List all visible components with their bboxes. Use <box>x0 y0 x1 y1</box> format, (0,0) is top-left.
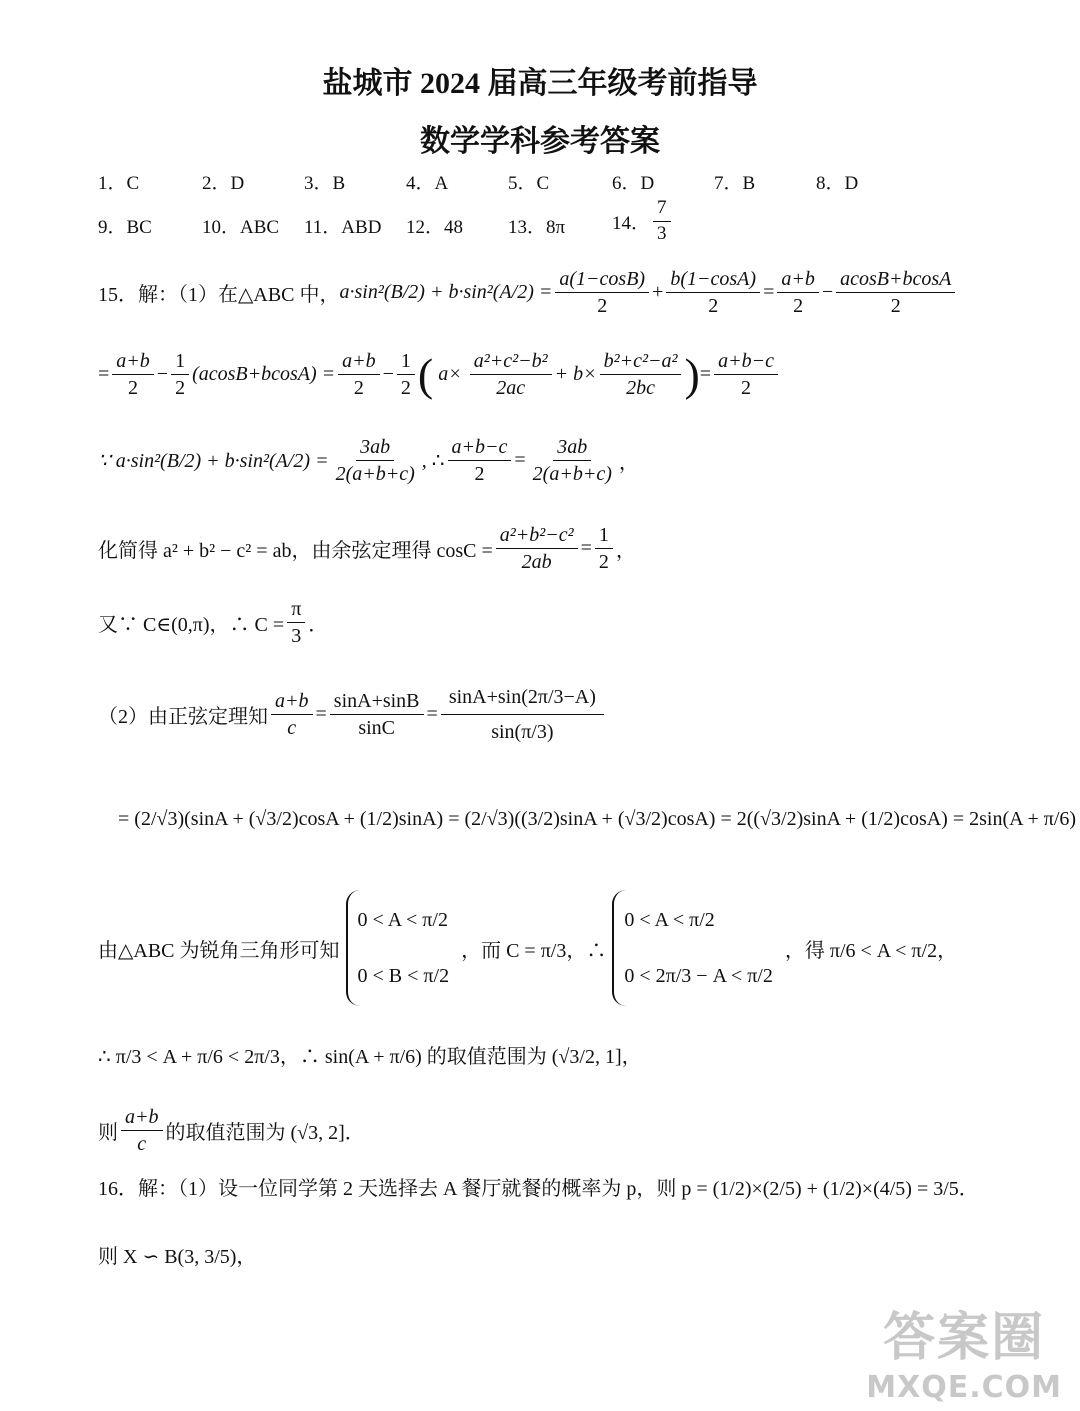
q15-p2-c: $\frac{\sin A+\sin(2\pi/3-A)}{\sin(\pi/3)}$ <box>441 680 604 749</box>
q15-p2-b: $\frac{\sin A+\sin B}{\sin C}$ <box>330 690 424 739</box>
q15-l2-f2: $\frac{a+b}{2}$ <box>338 350 380 399</box>
q15-p4-mid: ，而 C = π/3，∴ <box>461 939 607 962</box>
answer-1: 1．C <box>98 173 140 194</box>
q15-l3-pre: ∵ a·sin²(B/2) + b·sin²(A/2) = <box>98 450 329 472</box>
q15-l3-h: $\frac{3ab}{2(a+b+c)}$ <box>532 436 612 485</box>
q15-intro: 15．解：（1）在△ABC 中， <box>98 284 340 306</box>
q16-l1: 16．解：（1）设一位同学第 2 天选择去 A 餐厅就餐的概率为 p，则 p = (1/2)×(2/5) + (1/2)×(4/5) = 3/5． <box>98 1178 979 1200</box>
q15-l2-cos2: $\frac{\text{b²+c²−a²}}{2bc}$ <box>600 350 682 399</box>
answer-14 <box>612 198 674 245</box>
answer-13: 13．8π <box>508 217 566 238</box>
q15-f3: $\frac{a+b}{2}$ <box>777 268 819 317</box>
answer-3: 3．B <box>304 173 346 194</box>
q15-p5-text: ∴ π/3 < A + π/6 < 2π/3，∴ sin(A + π/6) 的取值范围为 (√3/2, 1]， <box>98 1046 642 1068</box>
q15-l3-f: $\frac{3ab}{2(a+b+c)}$ <box>335 436 415 485</box>
answer-10: 10．ABC <box>202 217 280 238</box>
q15-line-2: = $\frac{a+b}{2}$ − $\frac{1}{2}$ (acosB+bcosA) = $\frac{a+b}{2}$ − $\frac{1}{2}$ ( a× $\frac{\text{a²+c²−b²}}{2ac}$ + b× $\frac{\text{b²+c²−a²}}{2bc}$ ) = $\frac{a+b-c}{2}$ <box>98 350 781 399</box>
q15-l5-f: $\frac{\pi}{3}$ <box>287 598 305 647</box>
q15-p6-post: 的取值范围为 (√3, 2]． <box>165 1122 365 1144</box>
q15-l4-pre: 化简得 a² + b² − c² = ab，由余弦定理得 cosC = <box>98 540 493 562</box>
answer-14-num: 7 <box>653 198 671 222</box>
answer-8: 8．D <box>816 173 859 194</box>
q15-case-1: 0 < A < π/2 <box>357 908 448 931</box>
q15-cases-2 <box>612 890 779 1006</box>
q15-p6-pre: 则 <box>98 1122 118 1144</box>
q15-case-2: 0 < B < π/2 <box>357 964 450 987</box>
q15-line-4: 化简得 a² + b² − c² = ab，由余弦定理得 cosC = $\frac{\text{a²+b²−c²}}{2ab}$ = $\frac{1}{2}$ ， <box>98 524 636 573</box>
q15-p4-end: ，得 π/6 < A < π/2， <box>784 939 958 962</box>
answer-6: 6．D <box>612 173 655 194</box>
answer-9: 9．BC <box>98 217 152 238</box>
q15-l4-r: $\frac{1}{2}$ <box>595 524 613 573</box>
q16-line-1 <box>98 1172 979 1201</box>
q15-case-4: 0 < 2π/3 − A < π/2 <box>624 964 773 987</box>
answer-4: 4．A <box>406 173 449 194</box>
q16-l2: 则 X ∽ B(3, 3/5)， <box>98 1246 257 1268</box>
q15-l4-f: $\frac{\text{a²+b²−c²}}{2ab}$ <box>496 524 578 573</box>
q15-part2-line-4 <box>98 1040 642 1069</box>
q15-case-3: 0 < A < π/2 <box>624 908 715 931</box>
q15-line-3: ∵ a·sin²(B/2) + b·sin²(A/2) = $\frac{3ab}{2(a+b+c)}$ , ∴ $\frac{a+b-c}{2}$ = $\frac{3ab}{2(a+b+c)}$ ， <box>98 436 639 485</box>
answer-5: 5．C <box>508 173 550 194</box>
q15-l1-expr: a·sin²(B/2) + b·sin²(A/2) = <box>339 281 553 303</box>
watermark <box>866 1295 1062 1405</box>
q16-line-2 <box>98 1240 256 1269</box>
q15-p6-f: $\frac{a+b}{c}$ <box>121 1106 163 1155</box>
q15-part2-line-1: （2）由正弦定理知 $\frac{a+b}{c}$ = $\frac{\sin A+\sin B}{\sin C}$ = $\frac{\sin A+\sin(2\pi/3-A)}{\sin(\pi/3)}$ <box>98 680 607 749</box>
q15-p4-pre: 由△ABC 为锐角三角形可知 <box>98 939 340 962</box>
q15-l2-result: $\frac{a+b-c}{2}$ <box>714 350 778 399</box>
q15-f2: $\frac{b(1-\cos A)}{2}$ <box>666 268 760 317</box>
q15-l2-cos1: $\frac{\text{a²+c²−b²}}{2ac}$ <box>470 350 552 399</box>
q15-part2-line-3 <box>98 890 957 1006</box>
q15-cases-1 <box>346 890 456 1006</box>
watermark-url: MXQE.COM <box>866 1370 1062 1405</box>
q15-part2-line-2 <box>118 808 1076 831</box>
q15-l3-g: $\frac{a+b-c}{2}$ <box>448 436 512 485</box>
answer-14-label: 14． <box>612 212 651 234</box>
answer-14-den: 3 <box>657 222 667 244</box>
answer-11: 11．ABD <box>304 217 382 238</box>
q15-p2-pre: （2）由正弦定理知 <box>98 706 268 728</box>
document-title: 盐城市 2024 届高三年级考前指导 <box>322 67 758 100</box>
q15-p2-a: $\frac{a+b}{c}$ <box>271 690 313 739</box>
q15-l2-half: $\frac{1}{2}$ <box>171 350 189 399</box>
q15-line-1: 15．解：（1）在△ABC 中， a·sin²(B/2) + b·sin²(A/2) = $\frac{a(1-\cos B)}{2}$ + $\frac{b(1-\cos A)}{2}$ = $\frac{a+b}{2}$ − $\frac{acosB+bcosA}{2}$ <box>98 268 958 317</box>
answer-2: 2．D <box>202 173 245 194</box>
answer-14-fraction <box>653 198 671 245</box>
q15-l2-f1: $\frac{a+b}{2}$ <box>112 350 154 399</box>
q15-part2-line-5 <box>98 1106 365 1155</box>
q15-line-5: 又∵ C∈(0,π)，∴ C = $\frac{\pi}{3}$ ． <box>98 598 329 647</box>
answer-12: 12．48 <box>406 217 464 238</box>
watermark-logo: 答案圈 <box>883 1308 1046 1368</box>
q15-l5-pre: 又∵ C∈(0,π)，∴ C = <box>98 614 285 636</box>
q15-l2-half-2: $\frac{1}{2}$ <box>397 350 415 399</box>
q15-l2-text: (acosB+bcosA) = <box>192 363 336 385</box>
q15-p3-text: = (2/√3)(sinA + (√3/2)cosA + (1/2)sinA) = (2/√3)((3/2)sinA + (√3/2)cosA) = 2((√3/2)sinA + (1/2)cosA) = 2sin(A + π/6) <box>118 808 1077 830</box>
q15-f4: $\frac{acosB+bcosA}{2}$ <box>836 268 955 317</box>
q15-l3-mid: , ∴ <box>421 450 445 472</box>
answer-7: 7．B <box>714 173 756 194</box>
q15-f1: $\frac{a(1-\cos B)}{2}$ <box>555 268 649 317</box>
document-subtitle: 数学学科参考答案 <box>420 125 660 158</box>
